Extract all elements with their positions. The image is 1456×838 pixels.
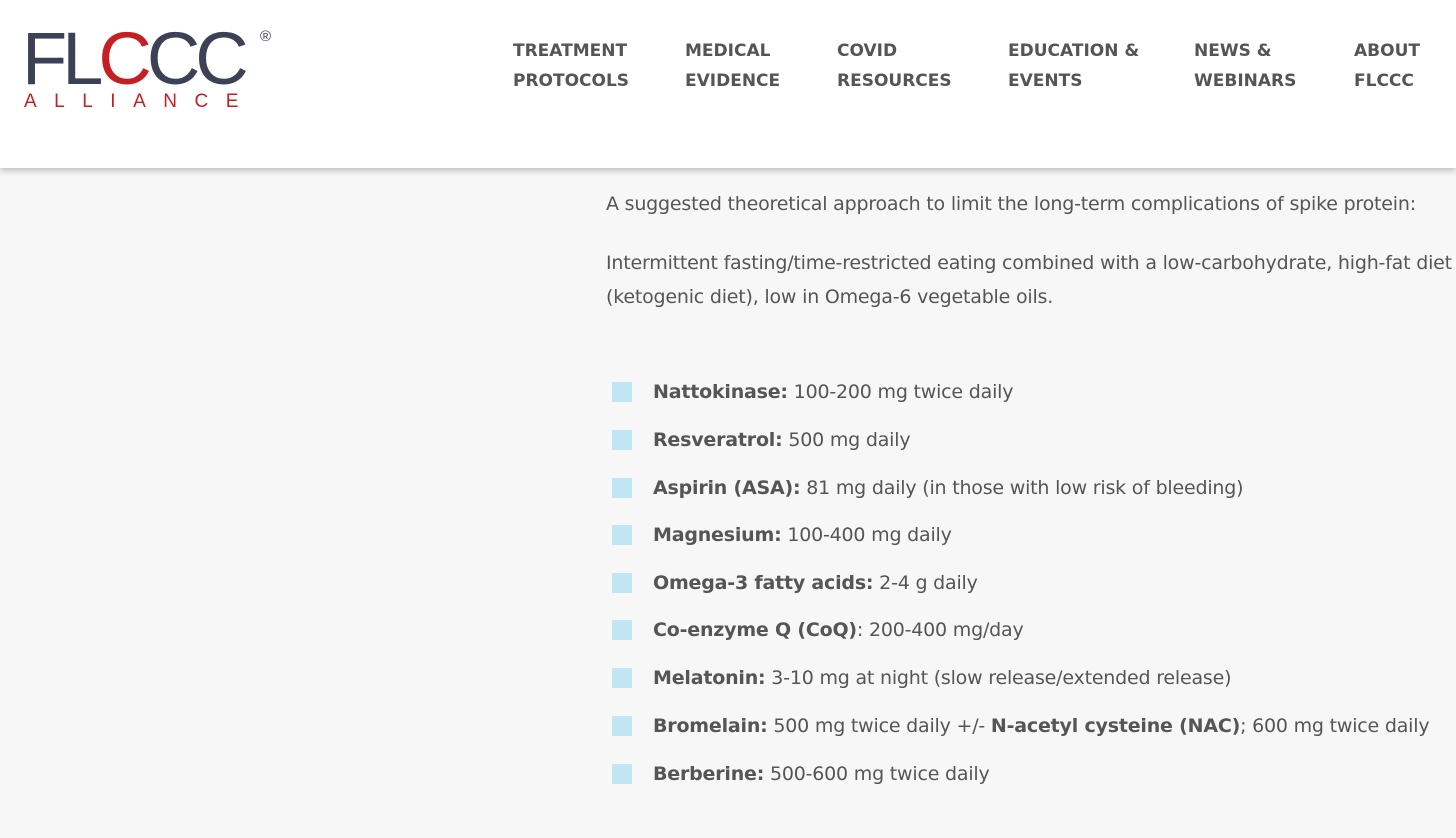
diet-line-2: (ketogenic diet), low in Omega-6 vegetable oils.: [606, 286, 1054, 308]
nav-label-line2: EVIDENCE: [685, 71, 781, 91]
supplement-name: Melatonin:: [653, 667, 766, 689]
diet-line-1: Intermittent fasting/time-restricted eating combined with a low-carbohydrate, high-fat diet: [606, 252, 1452, 274]
supplement-name-secondary: N-acetyl cysteine (NAC): [990, 715, 1241, 737]
supplement-name: Resveratrol:: [653, 429, 783, 451]
supplement-name: Omega-3 fatty acids:: [653, 572, 874, 594]
intro-paragraph: A suggested theoretical approach to limit the long-term complications of spike protein:: [606, 193, 1416, 215]
registered-mark: ®: [260, 28, 272, 45]
nav-label-line2: PROTOCOLS: [513, 71, 630, 91]
main-content: [0, 168, 1456, 838]
nav-label-line1: COVID: [837, 41, 898, 61]
list-item-text: [653, 377, 1013, 407]
supplement-dose: 500-600 mg twice daily: [764, 763, 990, 785]
nav-label-line2: EVENTS: [1008, 71, 1083, 91]
logo-wordmark: FLCCC: [22, 17, 244, 100]
supplement-dose: 100-200 mg twice daily: [787, 381, 1014, 403]
nav-covid-resources[interactable]: [837, 36, 989, 96]
nav-label-line1: EDUCATION &: [1008, 41, 1140, 61]
nav-label-line2: WEBINARS: [1194, 71, 1297, 91]
supplement-name: Bromelain:: [653, 715, 768, 737]
supplement-name: Nattokinase:: [653, 381, 788, 403]
square-bullet-icon: [612, 764, 632, 784]
supplement-name: Co-enzyme Q (CoQ): [653, 619, 857, 641]
list-item-text: [653, 520, 952, 550]
supplement-name: Berberine:: [653, 763, 765, 785]
nav-news-webinars[interactable]: [1194, 36, 1346, 96]
supplement-dose: 81 mg daily (in those with low risk of bleeding): [800, 477, 1244, 499]
nav-treatment-protocols[interactable]: [513, 36, 665, 96]
diet-paragraph: [606, 246, 1452, 314]
nav-education-events[interactable]: [1008, 36, 1160, 96]
square-bullet-icon: [612, 620, 632, 640]
square-bullet-icon: [612, 478, 632, 498]
supplement-dose: 500 mg twice daily +/-: [767, 715, 991, 737]
logo-alliance-text: ALLIANCE: [24, 91, 256, 112]
list-item-text: [653, 568, 978, 598]
site-header: [0, 0, 1456, 168]
square-bullet-icon: [612, 382, 632, 402]
supplement-name: Aspirin (ASA):: [653, 477, 801, 499]
supplement-dose: 3-10 mg at night (slow release/extended release): [765, 667, 1232, 689]
square-bullet-icon: [612, 430, 632, 450]
supplement-dose: 500 mg daily: [782, 429, 911, 451]
nav-label-line1: ABOUT: [1354, 41, 1420, 61]
list-item-text: [653, 473, 1243, 503]
supplement-dose-secondary: ; 600 mg twice daily: [1240, 715, 1430, 737]
list-item-text: [653, 615, 1024, 645]
square-bullet-icon: [612, 525, 632, 545]
nav-label-line2: FLCCC: [1354, 71, 1414, 91]
supplement-name: Magnesium:: [653, 524, 782, 546]
supplement-dose: 2-4 g daily: [873, 572, 978, 594]
supplement-dose: 100-400 mg daily: [781, 524, 952, 546]
nav-about-flccc[interactable]: [1354, 36, 1450, 96]
nav-medical-evidence[interactable]: [685, 36, 837, 96]
supplement-dose: : 200-400 mg/day: [856, 619, 1024, 641]
square-bullet-icon: [612, 573, 632, 593]
nav-label-line1: TREATMENT: [513, 41, 628, 61]
nav-label-line2: RESOURCES: [837, 71, 952, 91]
list-item-text: [653, 711, 1429, 741]
nav-label-line1: MEDICAL: [685, 41, 771, 61]
square-bullet-icon: [612, 668, 632, 688]
list-item-text: [653, 425, 910, 455]
flccc-logo[interactable]: [22, 17, 282, 114]
list-item-text: [653, 663, 1231, 693]
square-bullet-icon: [612, 716, 632, 736]
list-item-text: [653, 759, 990, 789]
nav-label-line1: NEWS &: [1194, 41, 1272, 61]
